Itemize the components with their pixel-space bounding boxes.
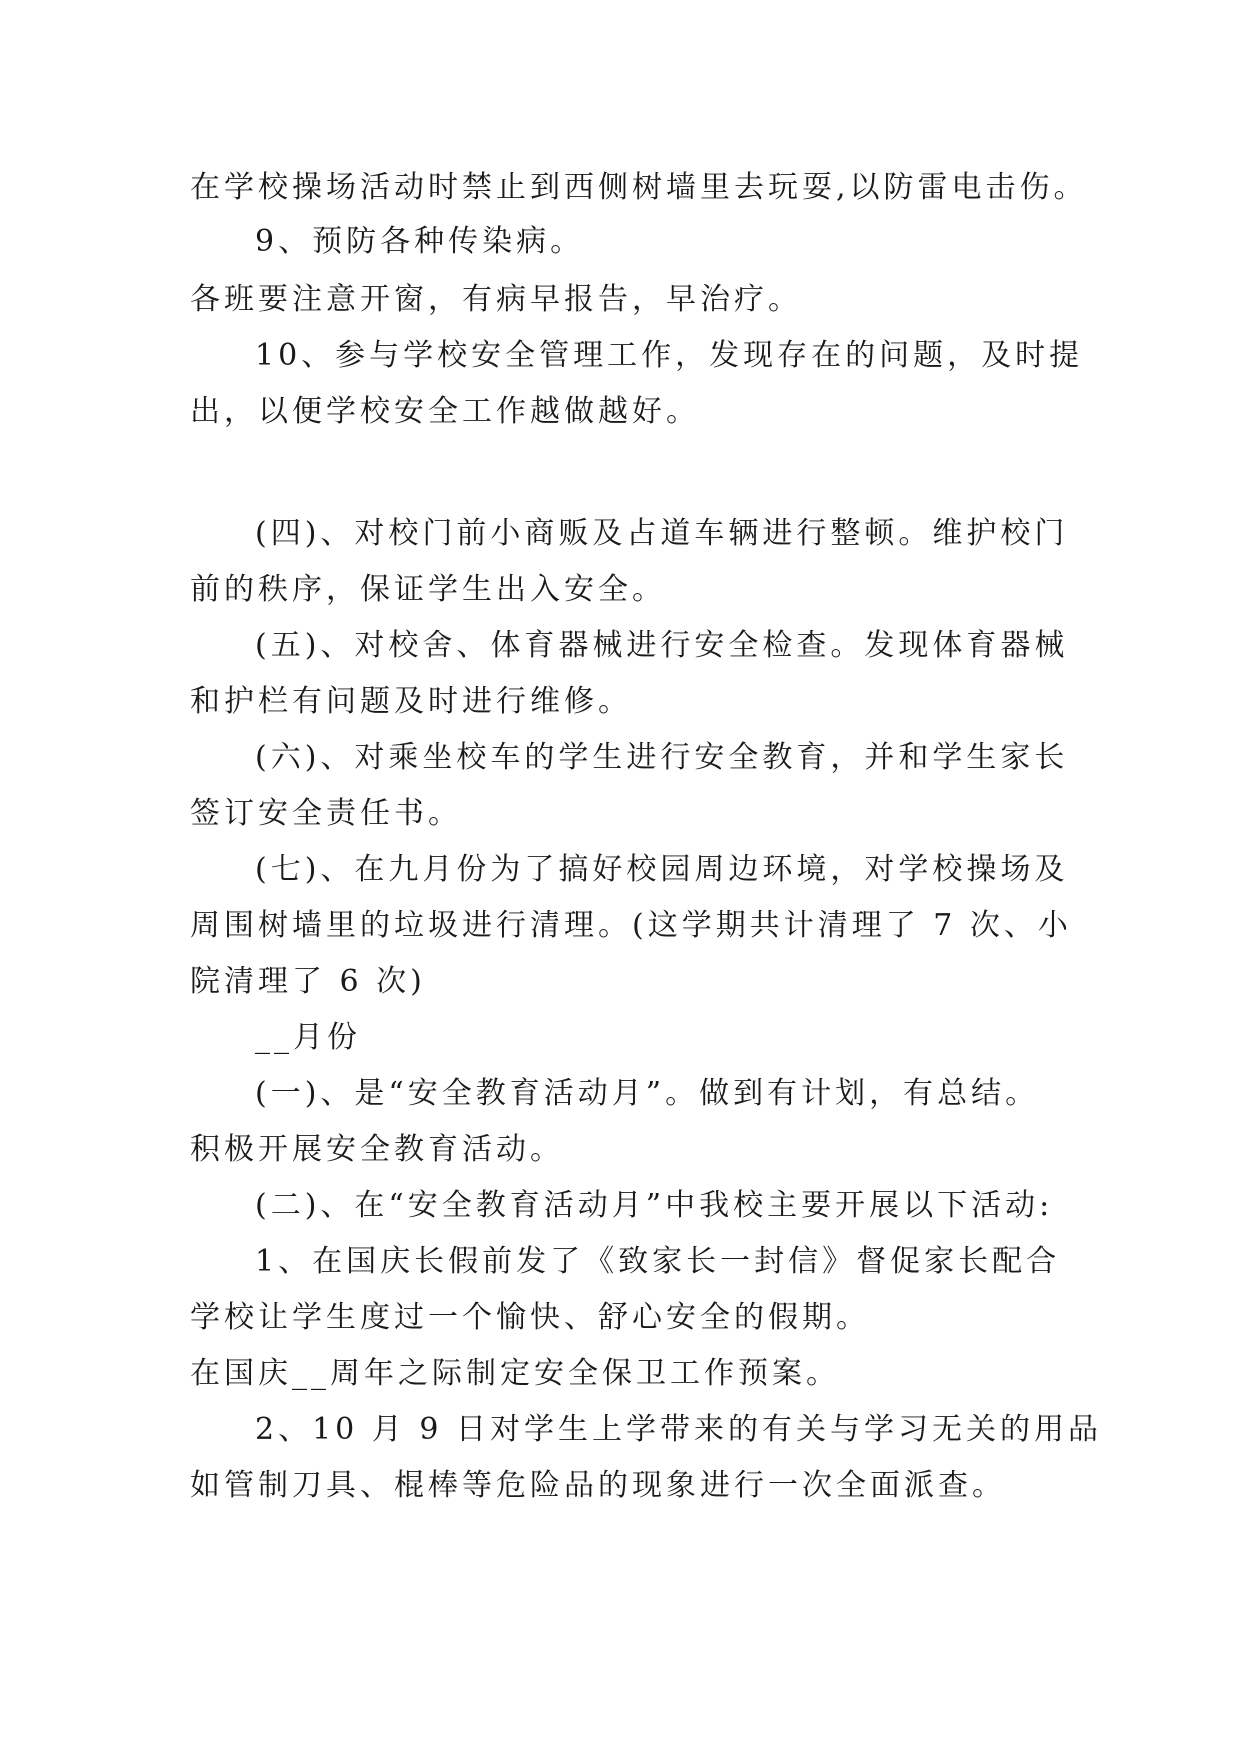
- text-line: 10、参与学校安全管理工作，发现存在的问题，及时提: [255, 338, 1084, 373]
- text-line: 院清理了 6 次): [190, 964, 426, 999]
- text-line: (二)、在“安全教育活动月”中我校主要开展以下活动:: [255, 1188, 1054, 1223]
- text-line: 前的秩序，保证学生出入安全。: [190, 572, 666, 607]
- text-line: 学校让学生度过一个愉快、舒心安全的假期。: [190, 1300, 870, 1335]
- text-line: 积极开展安全教育活动。: [190, 1132, 564, 1167]
- text-line: 周围树墙里的垃圾进行清理。(这学期共计清理了 7 次、小: [190, 908, 1072, 943]
- text-line: 9、预防各种传染病。: [255, 224, 585, 259]
- text-line: (五)、对校舍、体育器械进行安全检查。发现体育器械: [255, 628, 1069, 663]
- text-line: 如管制刀具、棍棒等危险品的现象进行一次全面派查。: [190, 1468, 1006, 1503]
- text-line: 和护栏有问题及时进行维修。: [190, 684, 632, 719]
- text-line: 1、在国庆长假前发了《致家长一封信》督促家长配合: [255, 1244, 1061, 1279]
- text-line: __月份: [255, 1020, 361, 1055]
- text-line: 各班要注意开窗，有病早报告，早治疗。: [190, 282, 802, 317]
- text-line: 签订安全责任书。: [190, 796, 462, 831]
- text-line: (四)、对校门前小商贩及占道车辆进行整顿。维护校门: [255, 516, 1069, 551]
- text-line: 出，以便学校安全工作越做越好。: [190, 394, 700, 429]
- text-line: 在国庆__周年之际制定安全保卫工作预案。: [190, 1356, 840, 1391]
- text-line: 2、10 月 9 日对学生上学带来的有关与学习无关的用品: [255, 1412, 1102, 1447]
- text-line: 在学校操场活动时禁止到西侧树墙里去玩耍,以防雷电击伤。: [190, 170, 1088, 205]
- text-line: (七)、在九月份为了搞好校园周边环境，对学校操场及: [255, 852, 1069, 887]
- text-line: (一)、是“安全教育活动月”。做到有计划，有总结。: [255, 1076, 1040, 1111]
- text-line: (六)、对乘坐校车的学生进行安全教育，并和学生家长: [255, 740, 1069, 775]
